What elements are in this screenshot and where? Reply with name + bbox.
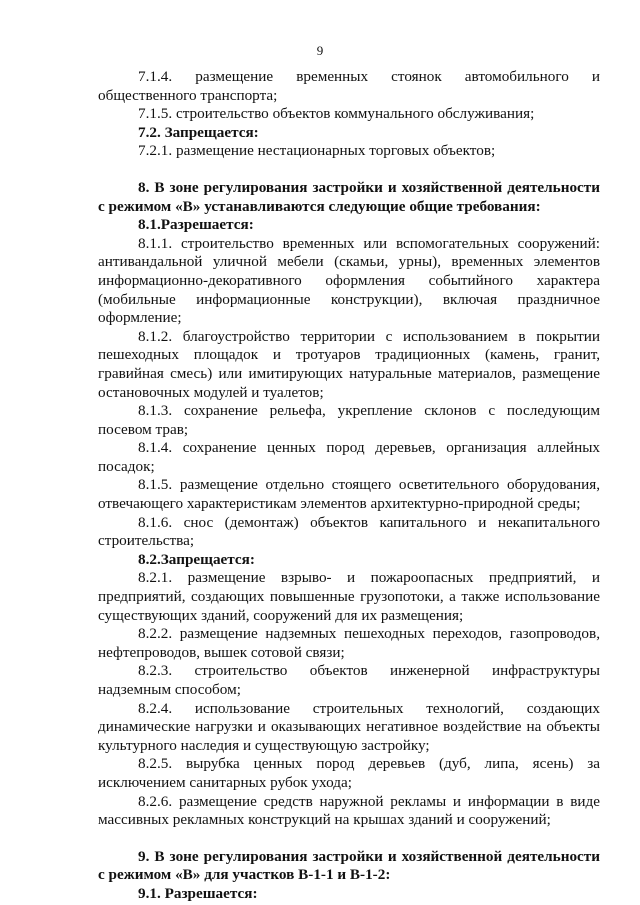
clause-8-1-6: 8.1.6. снос (демонтаж) объектов капитального и некапитального строительства; [98,513,600,550]
heading-7-2: 7.2. Запрещается: [138,123,259,141]
clause-7-1-5: 7.1.5. строительство объектов коммунального обслуживания; [138,105,535,123]
page-number: 9 [316,43,324,58]
clause-8-2-1: 8.2.1. размещение взрыво- и пожароопасных предприятий, и предприятий, создающих повышенные грузопотоки, а также использование существующих зданий, сооружений для их размещения; [98,569,600,624]
heading-9-1: 9.1. Разрешается: [138,884,258,902]
section-8-heading: 8. В зоне регулирования застройки и хозяйственной деятельности с режимом «В» устанавливаются следующие общие требования: [98,178,600,215]
heading-8-2: 8.2.Запрещается: [138,550,255,568]
clause-8-2-5: 8.2.5. вырубка ценных пород деревьев (дуб, липа, ясень) за исключением санитарных рубок ухода; [98,755,600,791]
clause-8-1-4: 8.1.4. сохранение ценных пород деревьев, организация аллейных посадок; [98,439,600,475]
clause-7-2-1: 7.2.1. размещение нестационарных торговых объектов; [138,142,496,160]
document-body [98,68,600,904]
clause-8-2-6: 8.2.6. размещение средств наружной рекламы и информации в виде массивных рекламных конструкций на крышах зданий и сооружений; [98,792,600,829]
clause-8-1-1: 8.1.1. строительство временных или вспомогательных сооружений: антивандальной уличной мебели (скамьи, урны), временных элементов информационно-декоративного оформления событийного характера (мобильные информационные конструкции), включая праздничное оформление; [98,234,600,327]
clause-8-2-2: 8.2.2. размещение надземных пешеходных переходов, газопроводов, нефтепроводов, вышек сотовой связи; [98,625,600,661]
clause-8-1-5: 8.1.5. размещение отдельно стоящего осветительного оборудования, отвечающего характеристикам элементов архитектурно-природной среды; [98,476,600,513]
clause-8-1-2: 8.1.2. благоустройство территории с использованием в покрытии пешеходных площадок и тротуаров традиционных (камень, гранит, гравийная смесь) или имитирующих натуральные материалов, размещение остановочных модулей и туалетов; [98,327,600,401]
heading-8-1: 8.1.Разрешается: [138,216,254,234]
clause-8-2-4: 8.2.4. использование строительных технологий, создающих динамические нагрузки и оказывающих негативное воздействие на объекты культурного наследия и существующую застройку; [98,699,600,754]
clause-8-2-3: 8.2.3. строительство объектов инженерной инфраструктуры надземным способом; [98,662,600,698]
clause-8-1-3: 8.1.3. сохранение рельефа, укрепление склонов с последующим посевом трав; [98,402,600,438]
clause-7-1-4: 7.1.4. размещение временных стоянок автомобильного и общественного транспорта; [98,68,600,104]
section-9-heading: 9. В зоне регулирования застройки и хозяйственной деятельности с режимом «В» для участков В-1-1 и В-1-2: [98,847,600,884]
